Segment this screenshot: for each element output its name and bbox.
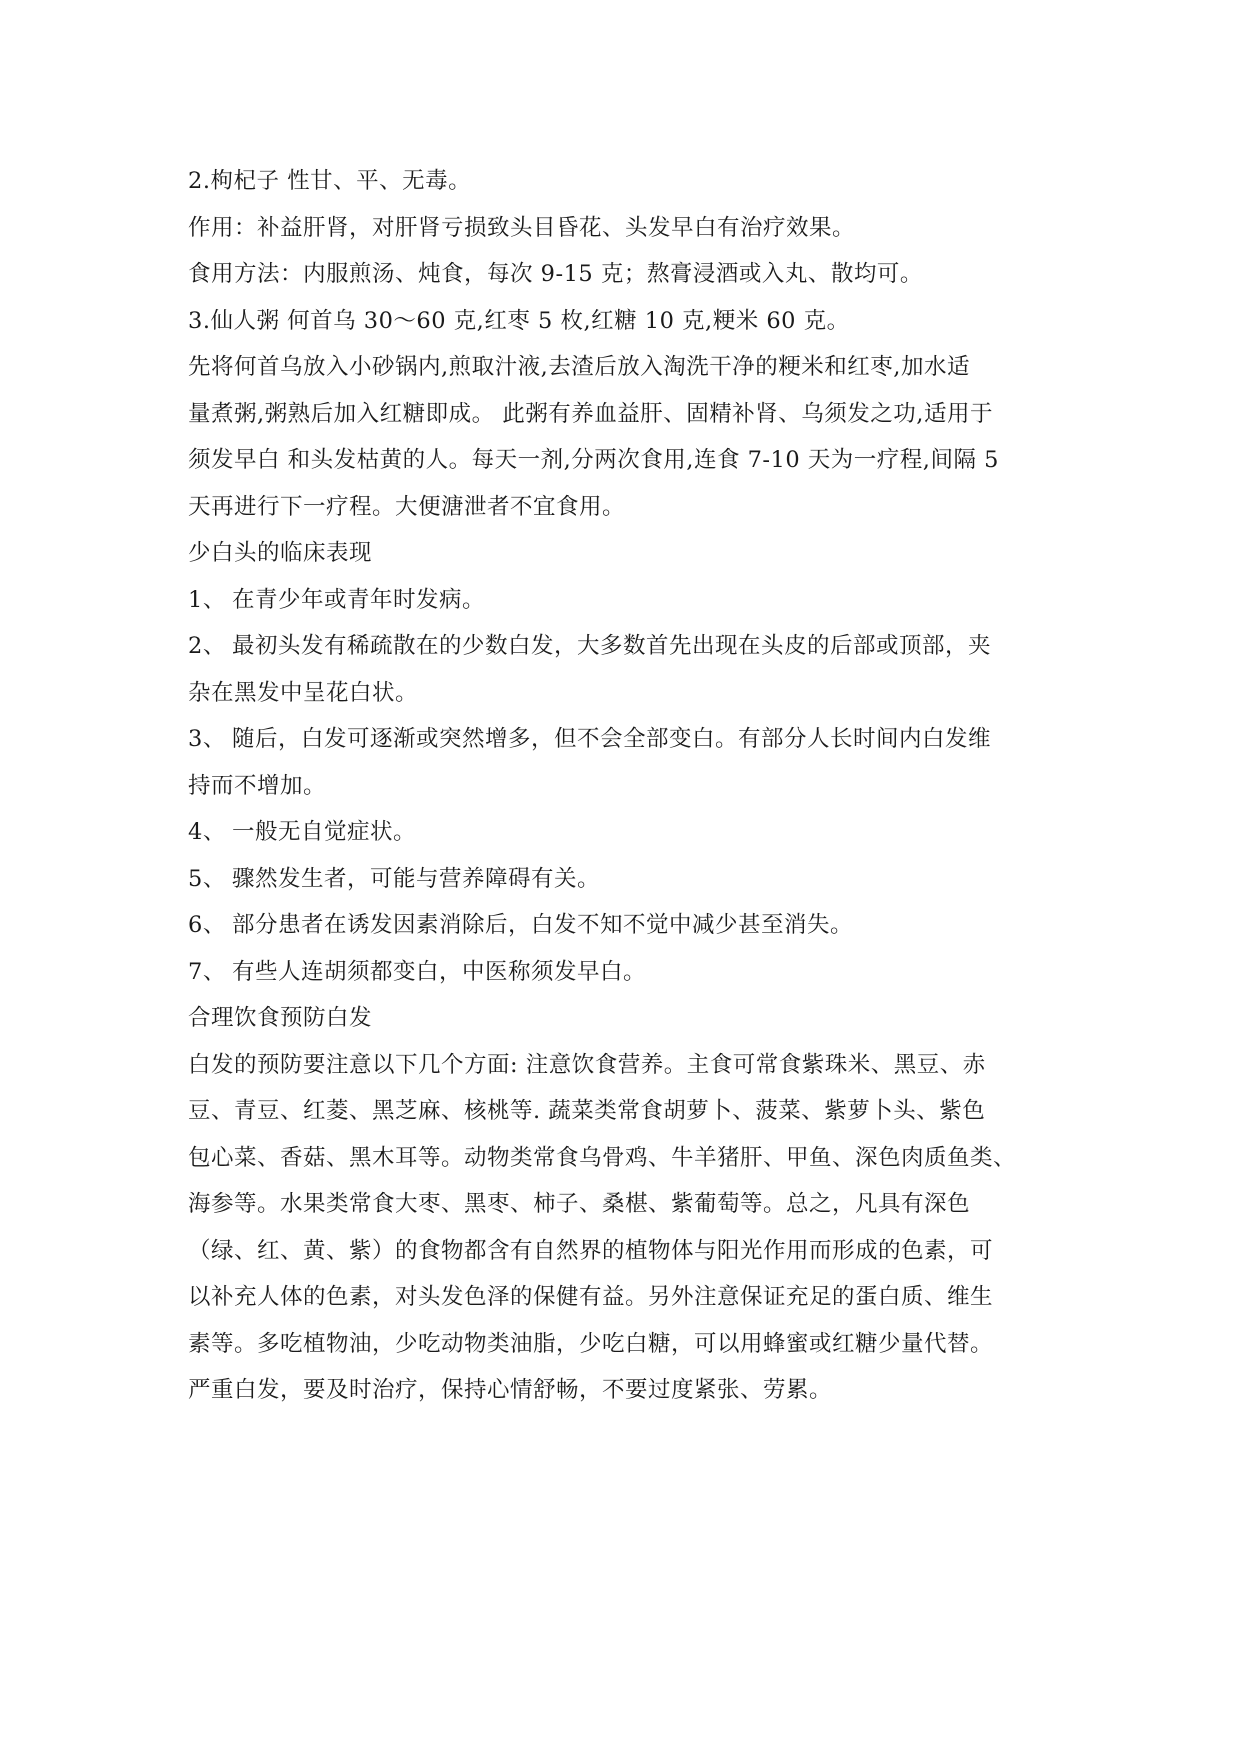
list-item [188, 902, 1056, 949]
list-text: 最初头发有稀疏散在的少数白发，大多数首先出现在头皮的后部或顶部，夹 [232, 633, 992, 659]
list-item [188, 809, 1056, 856]
list-item [188, 623, 1056, 716]
paragraph-line: （绿、红、黄、紫）的食物都含有自然界的植物体与阳光作用而形成的色素，可 [188, 1237, 994, 1264]
congee-heading: 3.仙人粥 何首乌 30～60 克,红枣 5 枚,红糖 10 克,粳米 60 克。 [188, 307, 850, 334]
list-text: 在青少年或青年时发病。 [232, 586, 486, 613]
diet-section-title: 合理饮食预防白发 [188, 1005, 373, 1031]
congee-text-line: 先将何首乌放入小砂锅内,煎取汁液,去渣后放入淘洗干净的粳米和红枣,加水适 [188, 354, 970, 380]
document-body [188, 158, 1056, 1414]
list-item [188, 577, 1056, 624]
goji-usage: 食用方法：内服煎汤、炖食，每次 9-15 克；熬膏浸酒或入丸、散均可。 [188, 261, 923, 287]
list-number: 6、 [188, 912, 226, 938]
congee-text-line: 量煮粥,粥熟后加入红糖即成。 此粥有养血益肝、固精补肾、乌须发之功,适用于 [188, 400, 993, 427]
paragraph-line: 海参等。水果类常食大枣、黑枣、柿子、桑椹、紫葡萄等。总之，凡具有深色 [188, 1191, 971, 1217]
congee-text-line: 天再进行下一疗程。大便溏泄者不宜食用。 [188, 493, 626, 520]
list-item [188, 949, 1056, 996]
list-text: 有些人连胡须都变白，中医称须发早白。 [232, 958, 647, 985]
clinical-section-title: 少白头的临床表现 [188, 540, 373, 566]
clinical-list [188, 577, 1056, 996]
paragraph-line: 严重白发，要及时治疗，保持心情舒畅，不要过度紧张、劳累。 [188, 1377, 833, 1403]
congee-text-line: 须发早白 和头发枯黄的人。每天一剂,分两次食用,连食 7-10 天为一疗程,间隔 5 [188, 447, 999, 473]
goji-effect: 作用：补益肝肾，对肝肾亏损致头目昏花、头发早白有治疗效果。 [188, 214, 856, 241]
list-item [188, 856, 1056, 903]
paragraph-line: 白发的预防要注意以下几个方面: 注意饮食营养。主食可常食紫珠米、黑豆、赤 [188, 1051, 986, 1078]
paragraph-line: 素等。多吃植物油，少吃动物类油脂，少吃白糖，可以用蜂蜜或红糖少量代替。 [188, 1330, 994, 1357]
goji-heading: 2.枸杞子 性甘、平、无毒。 [188, 168, 472, 194]
list-number: 1、 [188, 586, 226, 613]
list-text: 骤然发生者，可能与营养障碍有关。 [232, 865, 601, 892]
list-number: 4、 [188, 819, 226, 845]
list-number: 7、 [188, 958, 226, 985]
list-text: 部分患者在诱发因素消除后，白发不知不觉中减少甚至消失。 [232, 912, 854, 938]
list-line [188, 716, 1056, 763]
diet-paragraph [188, 1042, 1056, 1414]
list-text-continuation: 杂在黑发中呈花白状。 [188, 679, 419, 706]
list-text-continuation: 持而不增加。 [188, 772, 327, 799]
list-number: 2、 [188, 633, 226, 659]
list-item [188, 716, 1056, 809]
list-number: 5、 [188, 865, 226, 892]
list-line [188, 623, 1056, 670]
list-text: 一般无自觉症状。 [232, 819, 417, 845]
paragraph-line: 豆、青豆、红菱、黑芝麻、核桃等. 蔬菜类常食胡萝卜、菠菜、紫萝卜头、紫色 [188, 1098, 986, 1124]
list-number: 3、 [188, 726, 226, 752]
list-text: 随后，白发可逐渐或突然增多，但不会全部变白。有部分人长时间内白发维 [232, 726, 992, 752]
paragraph-line: 包心菜、香菇、黑木耳等。动物类常食乌骨鸡、牛羊猪肝、甲鱼、深色肉质鱼类、 [188, 1144, 1017, 1171]
paragraph-line: 以补充人体的色素，对头发色泽的保健有益。另外注意保证充足的蛋白质、维生 [188, 1284, 994, 1310]
